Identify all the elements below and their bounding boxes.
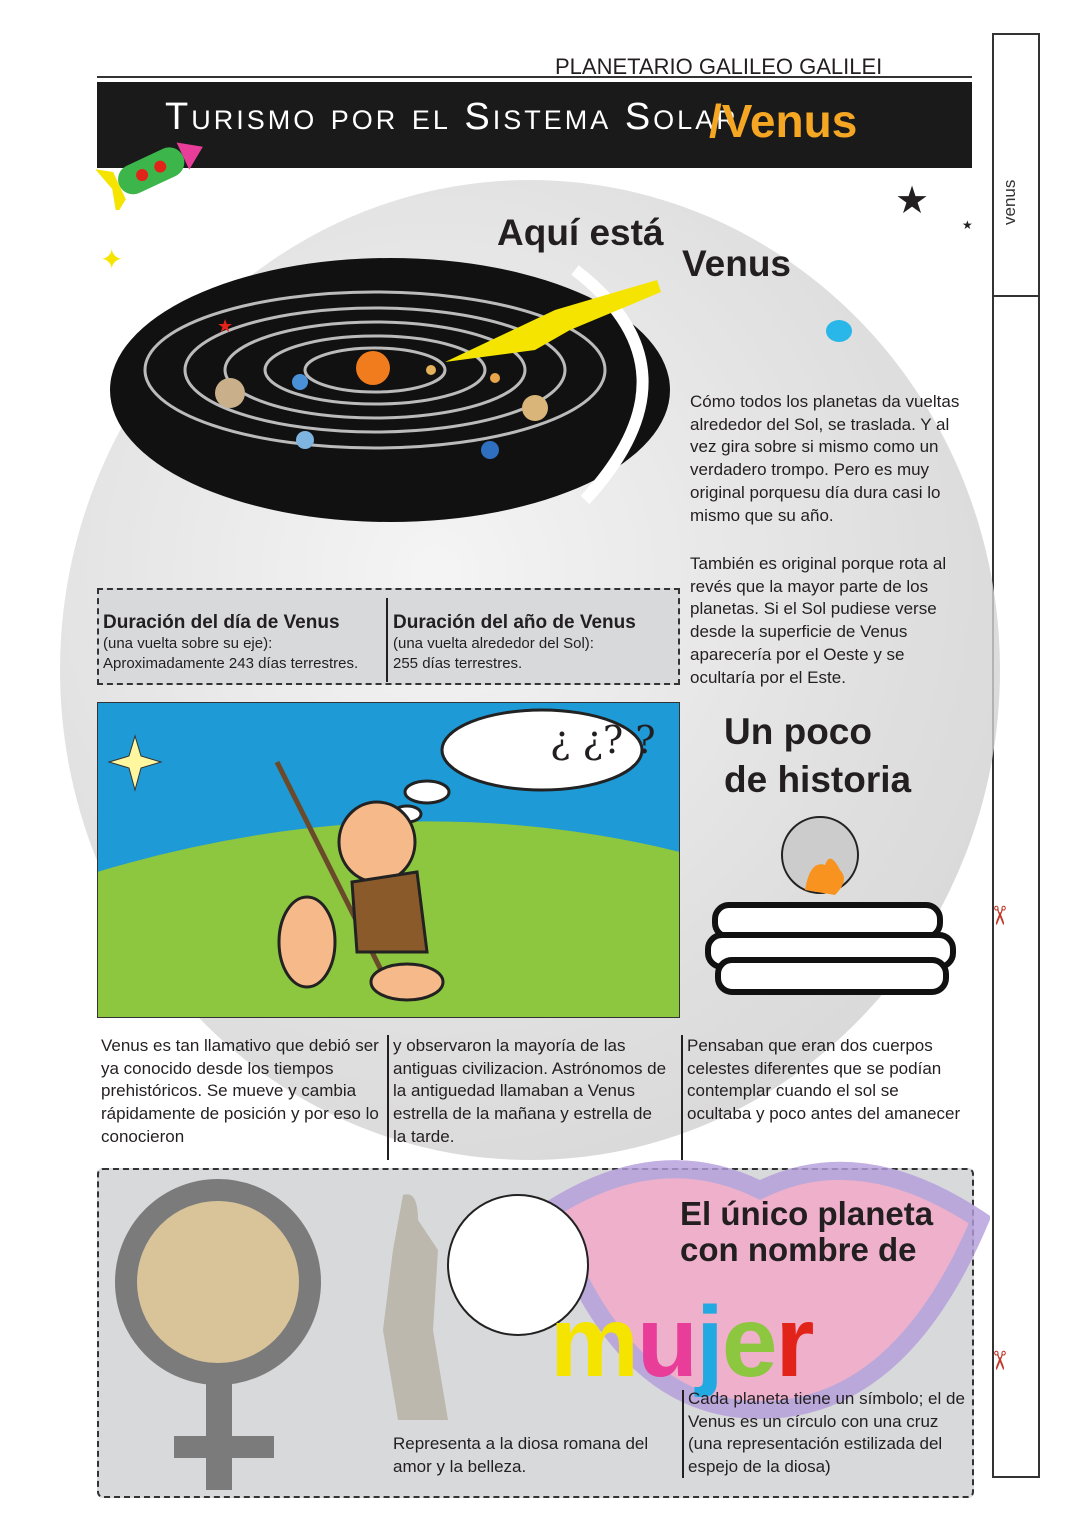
rocket-icon [96, 130, 211, 210]
history-heading-line2: de historia [724, 759, 912, 800]
heading-aqui-esta: Aquí está [497, 212, 664, 253]
history-heading [724, 708, 911, 804]
mujer-word [550, 1285, 812, 1400]
title-banner [97, 82, 972, 168]
reverse-rotation-paragraph: También es original porque rota al revés que la mayor parte de los planetas. Si el Sol pudiese verse desde la superficie de Venus aparecería por el Oeste y se ocultaría por el Este. [690, 554, 947, 687]
day-duration-title: Duración del día de Venus [103, 612, 340, 633]
year-duration-subtitle: (una vuelta alrededor del Sol): [393, 635, 594, 652]
heading-venus: Venus [682, 243, 791, 284]
year-duration [393, 612, 678, 674]
side-tab [992, 33, 1040, 1478]
venus-icon [426, 365, 436, 375]
day-duration-value: Aproximadamente 243 días terrestres. [103, 655, 359, 672]
solar-system-illustration [105, 250, 685, 530]
history-column-1: Venus es tan llamativo que debió ser ya conocido desde los tiempos prehistóricos. Se mueve y cambia rápidamente de posición y por eso lo conocieron [101, 1036, 379, 1146]
star-icon: ★ [962, 218, 973, 232]
woman-heading [680, 1196, 933, 1268]
day-duration [103, 612, 383, 674]
year-duration-value: 255 días terrestres. [393, 655, 523, 672]
sun-icon [356, 351, 390, 385]
planet-icon [215, 378, 245, 408]
divider [682, 1390, 684, 1478]
star-icon: ✦ [100, 244, 124, 275]
letter-e: e [721, 1286, 776, 1398]
letter-u: u [636, 1286, 697, 1398]
day-duration-subtitle: (una vuelta sobre su eje): [103, 635, 273, 652]
symbol-caption: Cada planeta tiene un símbolo; el de Venus es un círculo con una cruz (una representación estilizada del espejo de la diosa) [688, 1389, 965, 1477]
svg-text:★: ★ [217, 316, 234, 336]
banner-subtitle: /Venus [709, 95, 858, 147]
books-illustration [700, 810, 960, 1000]
letter-m: m [550, 1286, 637, 1398]
scissors-icon: ✂ [984, 904, 1015, 927]
banner-title: Turismo por el Sistema Solar [165, 96, 739, 138]
header-rule [97, 76, 972, 78]
duration-box [97, 588, 680, 685]
divider [386, 598, 388, 682]
woman-heading-line1: El único planeta [680, 1195, 934, 1232]
divider [387, 1035, 389, 1160]
divider [994, 295, 1038, 297]
blue-dot-icon [826, 320, 852, 342]
year-duration-title: Duración del año de Venus [393, 612, 636, 633]
letter-r: r [775, 1286, 813, 1398]
thought-bubble-text: ¿ ¿? ? [550, 718, 656, 762]
history-column-3: Pensaban que eran dos cuerpos celestes diferentes que se podían contemplar cuando el sol se ocultaba y poco antes del amanecer [687, 1036, 961, 1124]
goddess-caption: Representa a la diosa romana del amor y la belleza. [393, 1434, 649, 1476]
history-column-2: y observaron la mayoría de las antiguas civilizacion. Astrónomos de la antiguedad llamaban a Venus estrella de la mañana y estrella de la tarde. [393, 1036, 667, 1146]
star-icon: ★ [895, 180, 930, 222]
history-heading-line1: Un poco [724, 711, 872, 752]
rotation-paragraph: Cómo todos los planetas da vueltas alrededor del Sol, se traslada. Y al vez gira sobre si mismo como un verdadero trompo. Pero es muy original porquesu día dura casi lo mismo que su año. [690, 392, 960, 525]
woman-heading-line2: con nombre de [680, 1231, 917, 1268]
organization-name: PLANETARIO GALILEO GALILEI [555, 54, 883, 79]
divider [681, 1035, 683, 1160]
side-tab-label: venus [1000, 179, 1019, 225]
letter-j: j [696, 1286, 722, 1398]
scissors-icon: ✂ [984, 1349, 1015, 1372]
venus-symbol-icon [100, 1178, 340, 1496]
